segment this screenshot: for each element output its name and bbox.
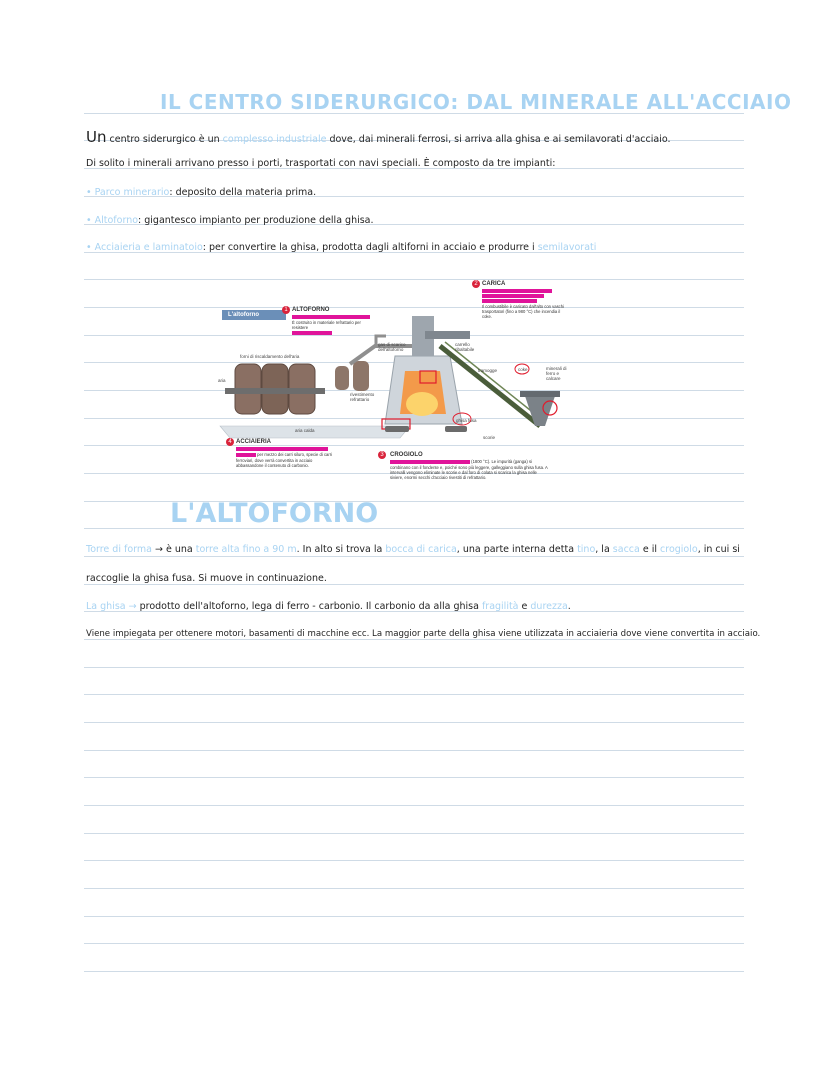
text: . [567, 601, 571, 612]
label-rivestimento: rivestimento refrattario [350, 392, 375, 402]
label-aria: aria [218, 378, 226, 383]
callout-text [390, 459, 550, 480]
body-line-4: Viene impiegata per ottenere motori, basamenti di macchine ecc. La maggior parte della ghisa viene utilizzata in acciaieria dove viene convertita in acciaio. [86, 629, 761, 639]
callout-body: È costruito in materiale refrattario per resistere [292, 320, 361, 330]
highlight: sacca [612, 544, 640, 555]
section-title: L'ALTOFORNO [170, 498, 379, 529]
highlight: fragilità [481, 601, 519, 612]
callout-title: ALTOFORNO [292, 307, 330, 313]
label-ghisa: ghisa fusa [456, 418, 477, 423]
page-title: IL CENTRO SIDERURGICO: DAL MINERALE ALL'ACCIAIO [160, 90, 792, 114]
label-forni: forni di riscaldamento dell'aria [240, 354, 300, 359]
list-item [86, 215, 374, 226]
callout-title: CROGIOLO [390, 452, 423, 458]
callout-body: (1800 °C). Le impurità (ganga) si combinano con il fondente e, poiché sono più leggere, galleggiano sulla ghisa fusa. A intervalli vengono eliminate le scorie e dal foro di colata si scarica la ghisa nelle siviere, enormi secchi d'acciaio rivestiti di refrattario. [390, 459, 548, 480]
label-gas: gas di scarico dell'altoforno [378, 342, 406, 352]
callout-number: 4 [226, 438, 234, 446]
text: , una parte interna detta [456, 544, 578, 555]
callout-number: 1 [282, 306, 290, 314]
intro-line-2: Di solito i minerali arrivano presso i porti, trasportati con navi speciali. È composto da tre impianti: [86, 158, 556, 169]
callout-title: CARICA [482, 281, 506, 287]
list-item-tail: semilavorati [537, 242, 597, 253]
callout-body: per mezzo dei carri siluro, specie di carri ferroviari, dove verrà convertita in acciaio abbassandone il contenuto di carbonio. [236, 452, 333, 468]
highlight-bar [236, 447, 328, 451]
intro-text: centro siderurgico è un [106, 134, 223, 145]
blast-furnace-figure [200, 276, 570, 486]
list-item-text: : per convertire la ghisa, prodotta dagli altiforni in acciaio e produrre i [202, 242, 538, 253]
list-item-hl: • Altoforno [86, 215, 139, 226]
highlight-bar [292, 331, 332, 335]
highlight: Torre di forma [86, 544, 152, 555]
body-line-2: raccoglie la ghisa fusa. Si muove in continuazione. [86, 573, 327, 584]
intro-line-1 [86, 128, 670, 146]
body-line-1 [86, 544, 740, 555]
label-minerali: minerali di ferro e calcare [546, 366, 567, 381]
text: prodotto dell'altoforno, lega di ferro - carbonio. Il carbonio da alla ghisa [136, 601, 482, 612]
text: , la [595, 544, 613, 555]
callout-text [236, 446, 336, 468]
callout-title: ACCIAIERIA [236, 439, 272, 445]
callout-body: Il combustibile è caricato dall'alto con vaschi trasportatori (fino a 980 °C) che incendia il coke. [482, 304, 565, 319]
text: e il [639, 544, 661, 555]
label-aria-calda: aria calda [295, 428, 315, 433]
label-tramogge: tramogge [478, 368, 498, 373]
list-item [86, 242, 596, 253]
highlight: tino [577, 544, 596, 555]
highlight: La ghisa → [86, 601, 137, 612]
callout-text [482, 288, 566, 319]
label-coke: coke [518, 367, 528, 372]
callout-number: 2 [472, 280, 480, 288]
list-item-hl: • Parco minerario [86, 187, 170, 198]
callout-number: 3 [378, 451, 386, 459]
highlight-bar [390, 460, 470, 464]
highlight-bar [482, 294, 544, 298]
highlight-complesso: complesso industriale [222, 134, 327, 145]
list-item-text: : deposito della materia prima. [169, 187, 317, 198]
label-scorie: scorie [483, 435, 496, 440]
label-carrello: carrello ribaltabile [455, 342, 475, 352]
list-item-text: : gigantesco impianto per produzione della ghisa. [138, 215, 374, 226]
highlight-bar [236, 453, 256, 457]
highlight: durezza [530, 601, 568, 612]
highlight-bar [482, 299, 537, 303]
figure-badge: L'altoforno [222, 310, 286, 320]
highlight: torre alta fino a 90 m [195, 544, 297, 555]
intro-text-end: dove, dai minerali ferrosi, si arriva alla ghisa e ai semilavorati d'acciaio. [326, 134, 671, 145]
text: e [518, 601, 531, 612]
callout-text [292, 314, 372, 336]
highlight-bar [482, 289, 552, 293]
highlight: crogiolo [660, 544, 698, 555]
body-line-3 [86, 601, 571, 612]
highlight-bar [292, 315, 370, 319]
highlight: bocca di carica [385, 544, 457, 555]
text: → è una [151, 544, 196, 555]
text: . In alto si trova la [296, 544, 386, 555]
text: , in cui si [697, 544, 740, 555]
list-item-hl: • Acciaieria e laminatoio [86, 242, 203, 253]
intro-first-word: Un [86, 128, 107, 146]
list-item [86, 187, 316, 198]
